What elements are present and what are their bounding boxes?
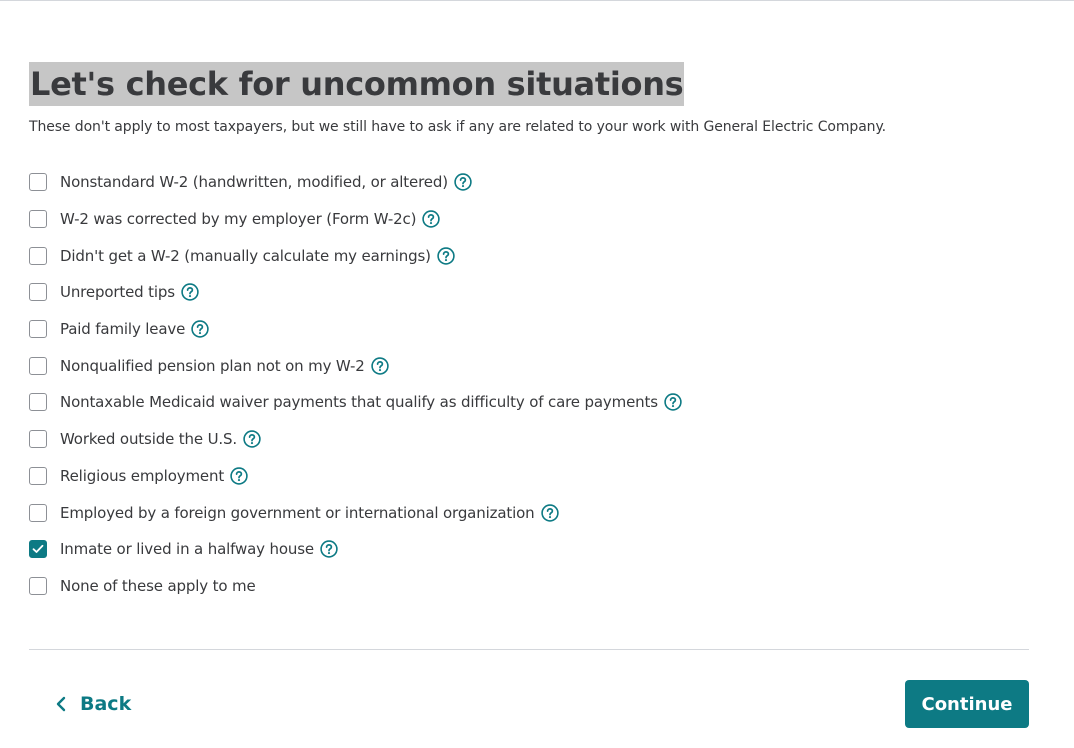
option-checkbox[interactable] [29, 467, 47, 485]
option-row[interactable] [29, 237, 682, 274]
question-circle-icon[interactable] [454, 173, 472, 191]
question-circle-icon[interactable] [191, 320, 209, 338]
option-label: Nonqualified pension plan not on my W-2 [60, 356, 365, 375]
options-list [29, 164, 682, 604]
question-circle-icon[interactable] [181, 283, 199, 301]
option-checkbox[interactable] [29, 504, 47, 522]
option-row[interactable] [29, 347, 682, 384]
option-label: Worked outside the U.S. [60, 430, 238, 449]
question-circle-icon[interactable] [243, 430, 261, 448]
option-row[interactable] [29, 311, 682, 348]
back-button[interactable] [56, 689, 131, 719]
option-checkbox[interactable] [29, 210, 47, 228]
option-row[interactable] [29, 458, 682, 495]
footer-divider [29, 649, 1029, 650]
option-label: Nonstandard W-2 (handwritten, modified, or altered) [60, 173, 448, 192]
option-row[interactable] [29, 494, 682, 531]
option-label: Employed by a foreign government or international organization [60, 503, 535, 522]
option-checkbox[interactable] [29, 540, 47, 558]
question-circle-icon[interactable] [422, 210, 440, 228]
page-title: Let's check for uncommon situations [29, 62, 684, 106]
option-checkbox[interactable] [29, 577, 47, 595]
question-circle-icon[interactable] [437, 247, 455, 265]
option-label: Religious employment [60, 466, 225, 485]
option-checkbox[interactable] [29, 357, 47, 375]
option-label: Nontaxable Medicaid waiver payments that qualify as difficulty of care payments [60, 393, 658, 412]
question-circle-icon[interactable] [664, 393, 682, 411]
page-subtitle: These don't apply to most taxpayers, but we still have to ask if any are related to your work with General Electric Company. [29, 119, 886, 135]
option-row[interactable] [29, 531, 682, 568]
option-checkbox[interactable] [29, 247, 47, 265]
option-row[interactable] [29, 384, 682, 421]
top-divider [0, 0, 1074, 1]
option-checkbox[interactable] [29, 320, 47, 338]
checkmark-icon [32, 544, 44, 554]
back-button-label: Back [80, 693, 132, 715]
question-circle-icon[interactable] [230, 467, 248, 485]
option-row[interactable] [29, 274, 682, 311]
chevron-left-icon [56, 696, 66, 712]
option-label: Didn't get a W-2 (manually calculate my earnings) [60, 246, 431, 265]
option-row[interactable] [29, 421, 682, 458]
option-label: Inmate or lived in a halfway house [60, 540, 314, 559]
question-circle-icon[interactable] [541, 504, 559, 522]
option-checkbox[interactable] [29, 283, 47, 301]
option-label: None of these apply to me [60, 576, 256, 595]
continue-button[interactable]: Continue [905, 680, 1029, 728]
option-checkbox[interactable] [29, 430, 47, 448]
option-checkbox[interactable] [29, 173, 47, 191]
option-row[interactable] [29, 568, 682, 605]
option-label: W-2 was corrected by my employer (Form W-2c) [60, 210, 417, 229]
option-label: Unreported tips [60, 283, 175, 302]
question-circle-icon[interactable] [371, 357, 389, 375]
option-row[interactable] [29, 164, 682, 201]
option-checkbox[interactable] [29, 393, 47, 411]
option-label: Paid family leave [60, 320, 186, 339]
option-row[interactable] [29, 201, 682, 238]
question-circle-icon[interactable] [320, 540, 338, 558]
